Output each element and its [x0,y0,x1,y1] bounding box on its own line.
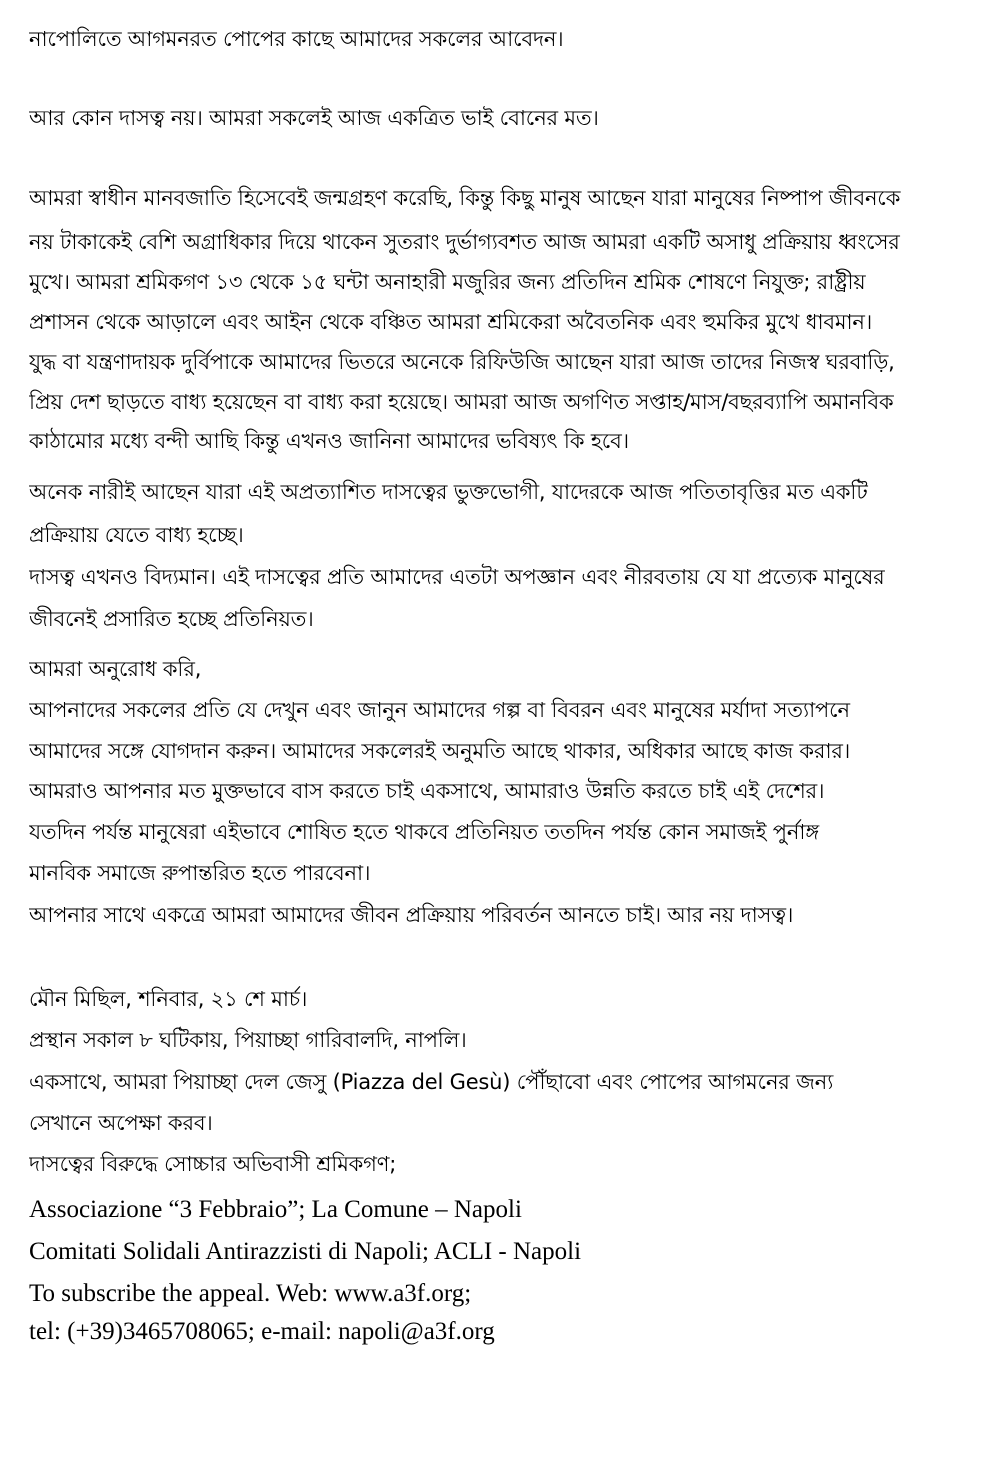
contact-line: tel: (+39)3465708065; e-mail: napoli@a3f.org [29,1318,495,1345]
text-line: আমাদের সঙ্গে যোগদান করুন। আমাদের সকলেরই অনুমতি আছে থাকার, অধিকার আছে কাজ করার। [29,739,851,763]
organization-line: Associazione “3 Febbraio”; La Comune – Napoli [29,1196,522,1223]
text-line: প্রক্রিয়ায় যেতে বাধ্য হচ্ছে। [29,523,244,547]
organization-line: Comitati Solidali Antirazzisti di Napoli; ACLI - Napoli [29,1238,582,1265]
text-line: প্রশাসন থেকে আড়ালে এবং আইন থেকে বঞ্চিত আমরা শ্রমিকেরা অবৈতনিক এবং হুমকির মুখে ধাবমান। [29,310,873,334]
slogan-line: আর কোন দাসত্ব নয়। আমরা সকলেই আজ একত্রিত ভাই বোনের মত। [29,106,599,130]
text-line: আমরা স্বাধীন মানবজাতি হিসেবেই জন্মগ্রহণ করেছি, কিন্তু কিছু মানুষ আছেন যারা মানুষের নিষ্পাপ জীবনকে [29,186,901,210]
text-line: আমরা অনুরোধ করি, [29,657,202,681]
text-line: মৌন মিছিল, শনিবার, ২১ শে মার্চ। [29,987,308,1011]
text-line: কাঠামোর মধ্যে বন্দী আছি কিন্তু এখনও জানিনা আমাদের ভবিষ্যৎ কি হবে। [29,429,629,453]
text-line: আমরাও আপনার মত মুক্তভাবে বাস করতে চাই একসাথে, আমারাও উন্নতি করতে চাই এই দেশের। [29,779,825,803]
text-line: প্রস্থান সকাল ৮ ঘটিকায়, পিয়াচ্ছা গারিবালদি, নাপলি। [29,1028,467,1052]
heading-line: নাপোলিতে আগমনরত পোপের কাছে আমাদের সকলের আবেদন। [29,27,564,51]
text-line: সেখানে অপেক্ষা করব। [29,1111,213,1135]
text-line: আপনাদের সকলের প্রতি যে দেখুন এবং জানুন আমাদের গল্প বা বিবরন এবং মানুষের মর্যাদা সত্যাপনে [29,698,850,722]
text-line: যুদ্ধ বা যন্ত্রণাদায়ক দুর্বিপাকে আমাদের ভিতরে অনেকে রিফিউজি আছেন যারা আজ তাদের নিজস্ব ঘরবাড়ি, [29,350,895,374]
text-line: নয় টাকাকেই বেশি অগ্রাধিকার দিয়ে থাকেন সুতরাং দুর্ভাগ্যবশত আজ আমরা একটি অসাধু প্রক্রিয়ায় ধ্বংসের [29,230,900,254]
text-line: অনেক নারীই আছেন যারা এই অপ্রত্যাশিত দাসত্বের ভুক্তভোগী, যাদেরকে আজ পতিতাবৃত্তির মত একটি [29,480,868,504]
text-line: দাসত্ব এখনও বিদ্যমান। এই দাসত্বের প্রতি আমাদের এতটা অপজ্ঞান এবং নীরবতায় যে যা প্রত্যেক মানুষের [29,565,885,589]
text-line: একসাথে, আমরা পিয়াচ্ছা দেল জেসু (Piazza del Gesù) পৌঁছাবো এবং পোপের আগমনের জন্য [29,1070,834,1094]
text-line: জীবনেই প্রসারিত হচ্ছে প্রতিনিয়ত। [29,607,314,631]
subscribe-line: To subscribe the appeal. Web: www.a3f.org; [29,1280,472,1307]
text-line: যতদিন পর্যন্ত মানুষেরা এইভাবে শোষিত হতে থাকবে প্রতিনিয়ত ততদিন পর্যন্ত কোন সমাজই পুর্নাঙ্গ [29,820,819,844]
text-line: দাসত্বের বিরুদ্ধে সোচ্চার অভিবাসী শ্রমিকগণ; [29,1152,397,1176]
text-line: মানবিক সমাজে রুপান্তরিত হতে পারবেনা। [29,861,371,885]
text-line: আপনার সাথে একত্রে আমরা আমাদের জীবন প্রক্রিয়ায় পরিবর্তন আনতে চাই। আর নয় দাসত্ব। [29,903,794,927]
text-line: মুখে। আমরা শ্রমিকগণ ১৩ থেকে ১৫ ঘন্টা অনাহারী মজুরির জন্য প্রতিদিন শ্রমিক শোষণে নিযুক্ত; রাষ্ট্রীয় [29,270,866,294]
text-line: প্রিয় দেশ ছাড়তে বাধ্য হয়েছেন বা বাধ্য করা হয়েছে। আমরা আজ অগণিত সপ্তাহ/মাস/বছরব্যাপি অমানবিক [29,390,894,414]
